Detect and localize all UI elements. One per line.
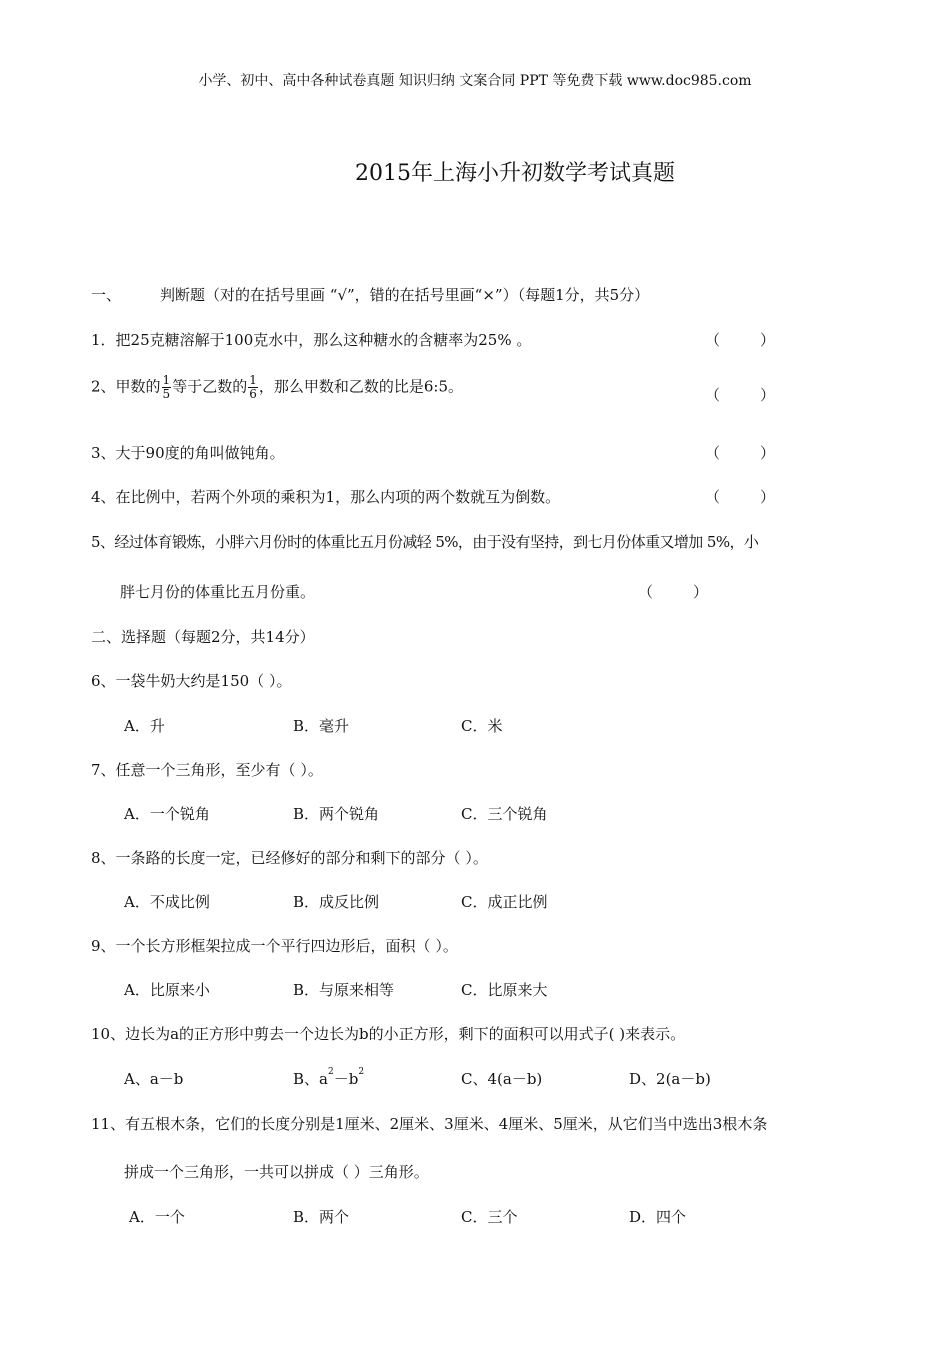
- q6-option-a: A．升: [124, 717, 165, 735]
- question-5-line-2: 胖七月份的体重比五月份重。: [120, 583, 316, 601]
- q11-option-c: C．三个: [461, 1208, 518, 1226]
- q10-option-b: [293, 1068, 364, 1089]
- q8-option-a: A．不成比例: [124, 893, 210, 911]
- question-9: 9、一个长方形框架拉成一个平行四边形后，面积（ ）。: [91, 937, 458, 955]
- question-1: 1．把25克糖溶解于100克水中，那么这种糖水的含糖率为25% 。: [91, 331, 532, 349]
- question-4: 4、在比例中，若两个外项的乘积为1，那么内项的两个数就互为倒数。: [91, 488, 561, 506]
- q10-option-a: A、a－b: [124, 1070, 184, 1088]
- q7-option-a: A．一个锐角: [124, 805, 210, 823]
- section1-number: 一、: [91, 286, 122, 304]
- q7-option-b: B．两个锐角: [293, 805, 380, 823]
- q11-option-a: A．一个: [129, 1208, 185, 1226]
- answer-parens-5: [638, 581, 708, 602]
- page-header: 小学、初中、高中各种试卷真题 知识归纳 文案合同 PPT 等免费下载 www.doc985.com: [198, 73, 752, 89]
- q10-option-d: D、2(a－b): [629, 1070, 711, 1088]
- q6-option-b: B．毫升: [293, 717, 350, 735]
- paren-open: （: [638, 583, 654, 601]
- q11-option-b: B．两个: [293, 1208, 350, 1226]
- paren-open: （: [705, 488, 721, 506]
- paren-close: ）: [759, 386, 775, 404]
- answer-parens-3: [705, 442, 775, 463]
- question-10: 10、边长为a的正方形中剪去一个边长为b的小正方形，剩下的面积可以用式子( )来表示。: [91, 1025, 686, 1043]
- q8-option-b: B．成反比例: [293, 893, 380, 911]
- q7-option-c: C．三个锐角: [461, 805, 548, 823]
- q10-b-prefix: B、a: [293, 1070, 328, 1088]
- question-6: 6、一袋牛奶大约是150（ ）。: [91, 672, 292, 690]
- q9-option-c: C．比原来大: [461, 981, 548, 999]
- fraction-numerator: 1: [162, 373, 171, 387]
- fraction-1-5: [162, 374, 172, 401]
- fraction-denominator: 5: [162, 387, 171, 401]
- answer-parens-2: [705, 384, 775, 405]
- paren-close: ）: [759, 331, 775, 349]
- q11-option-d: D．四个: [629, 1208, 687, 1226]
- question-11-line-2: 拼成一个三角形，一共可以拼成（ ）三角形。: [124, 1163, 429, 1181]
- q9-option-a: A．比原来小: [124, 981, 210, 999]
- answer-parens-4: [705, 486, 775, 507]
- fraction-numerator: 1: [249, 373, 257, 387]
- paren-close: ）: [759, 488, 775, 506]
- exponent: 2: [327, 1067, 334, 1077]
- q2-middle: 等于乙数的: [172, 377, 248, 396]
- q10-b-mid: －b: [333, 1070, 359, 1088]
- question-2: [91, 374, 463, 401]
- section1-heading: 判断题（对的在括号里画 “√”，错的在括号里画“×”）（每题1分，共5分）: [160, 286, 650, 304]
- paren-open: （: [705, 331, 721, 349]
- question-11-line-1: 11、有五根木条，它们的长度分别是1厘米、2厘米、3厘米、4厘米、5厘米，从它们当中选出3根木条: [91, 1115, 768, 1133]
- paren-close: ）: [759, 444, 775, 462]
- section2-heading: 二、选择题（每题2分，共14分）: [91, 628, 315, 646]
- question-3: 3、大于90度的角叫做钝角。: [91, 444, 285, 462]
- question-7: 7、任意一个三角形，至少有（ ）。: [91, 761, 323, 779]
- answer-parens-1: [705, 329, 775, 350]
- fraction-denominator: 6: [249, 387, 257, 401]
- question-5-line-1: 5、经过体育锻炼，小胖六月份时的体重比五月份减轻 5%，由于没有坚持，到七月份体重又增加 5%，小: [91, 533, 759, 551]
- q6-option-c: C．米: [461, 717, 503, 735]
- q2-suffix: ，那么甲数和乙数的比是6:5。: [258, 377, 463, 396]
- fraction-1-6: [248, 374, 258, 401]
- exponent: 2: [358, 1067, 365, 1077]
- q8-option-c: C．成正比例: [461, 893, 548, 911]
- paren-close: ）: [692, 583, 708, 601]
- paren-open: （: [705, 444, 721, 462]
- question-8: 8、一条路的长度一定，已经修好的部分和剩下的部分（ ）。: [91, 849, 488, 867]
- q9-option-b: B．与原来相等: [293, 981, 395, 999]
- q10-option-c: C、4(a－b): [461, 1070, 543, 1088]
- page-title: 2015年上海小升初数学考试真题: [355, 161, 675, 186]
- q2-prefix: 2、甲数的: [91, 377, 161, 396]
- paren-open: （: [705, 386, 721, 404]
